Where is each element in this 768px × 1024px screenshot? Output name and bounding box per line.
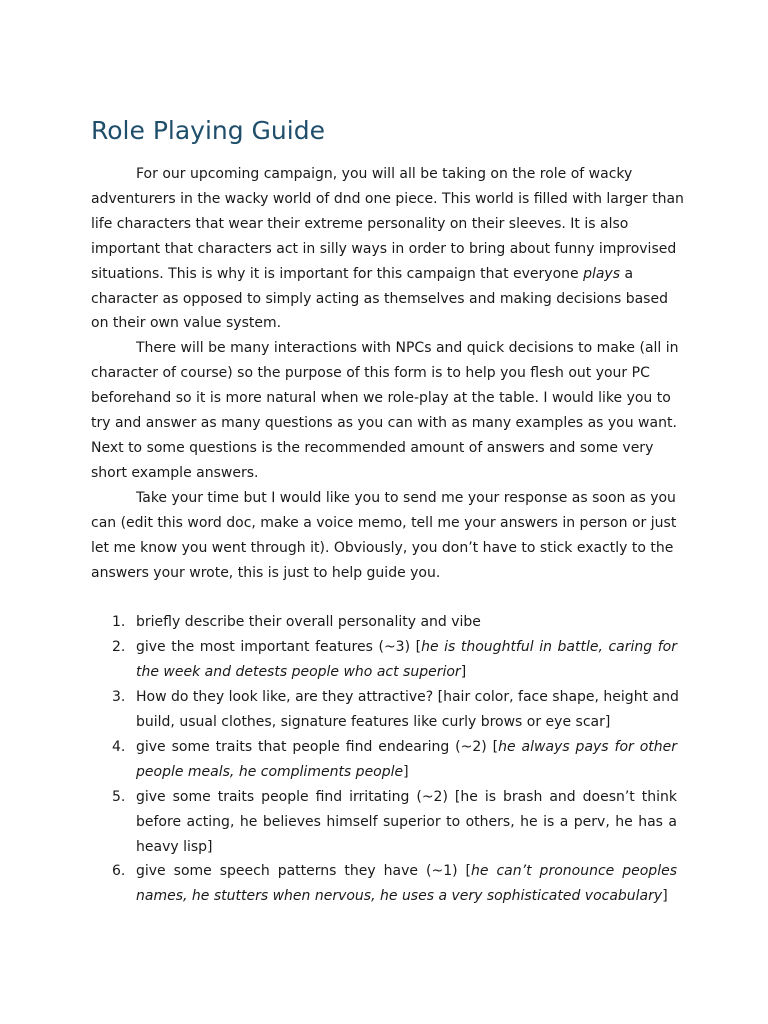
text-line: life characters that wear their extreme personality on their sleeves. It is also bbox=[91, 215, 629, 232]
list-line: heavy lisp] bbox=[136, 838, 213, 855]
list-number: 1. bbox=[112, 614, 126, 631]
emphasis-text: the week and detests people who act superior bbox=[136, 664, 461, 681]
text-line: character of course) so the purpose of this form is to help you flesh out your PC bbox=[91, 365, 650, 382]
text-line: can (edit this word doc, make a voice memo, tell me your answers in person or just bbox=[91, 514, 677, 531]
text-line: Next to some questions is the recommended amount of answers and some very bbox=[91, 439, 654, 456]
list-line: give some traits people find irritating (~2) [he is brash and doesn’t think bbox=[136, 788, 677, 805]
list-line bbox=[136, 859, 677, 884]
list-item bbox=[91, 859, 677, 909]
text-run: ] bbox=[662, 888, 668, 905]
list-number: 4. bbox=[112, 738, 126, 755]
text-line: try and answer as many questions as you can with as many examples as you want. bbox=[91, 415, 677, 432]
text-line: Take your time but I would like you to send me your response as soon as you bbox=[136, 489, 676, 506]
text-run: give some speech patterns they have (~1) [ bbox=[136, 863, 472, 880]
text-line: adventurers in the wacky world of dnd one piece. This world is filled with larger than bbox=[91, 190, 684, 207]
text-line: on their own value system. bbox=[91, 315, 282, 332]
list-item bbox=[91, 610, 677, 635]
paragraph-purpose bbox=[91, 336, 677, 485]
text-line: answers your wrote, this is just to help guide you. bbox=[91, 564, 441, 581]
emphasis-text: he always pays for other bbox=[498, 738, 677, 755]
text-run: give the most important features (~3) [ bbox=[136, 639, 422, 656]
list-line: before acting, he believes himself superior to others, he is a perv, he has a bbox=[136, 813, 677, 830]
text-line: let me know you went through it). Obviously, you don’t have to stick exactly to the bbox=[91, 539, 674, 556]
page-title: Role Playing Guide bbox=[91, 116, 325, 145]
list-number: 5. bbox=[112, 788, 126, 805]
emphasis-text: people meals, he compliments people bbox=[136, 763, 404, 780]
text-run: ] bbox=[460, 664, 467, 681]
text-line: character as opposed to simply acting as themselves and making decisions based bbox=[91, 290, 668, 307]
emphasis-text: plays bbox=[583, 265, 621, 282]
text-line: important that characters act in silly ways in order to bring about funny improvised bbox=[91, 240, 677, 257]
list-number: 3. bbox=[112, 689, 126, 706]
list-line bbox=[136, 660, 677, 685]
spacer bbox=[91, 585, 677, 610]
text-run: a bbox=[620, 265, 634, 282]
list-line bbox=[136, 884, 677, 909]
text-run: situations. This is why it is important for this campaign that everyone bbox=[91, 265, 584, 282]
list-line bbox=[136, 735, 677, 760]
list-number: 6. bbox=[112, 863, 126, 880]
emphasis-text: he can’t pronounce peoples bbox=[471, 863, 677, 880]
list-line: build, usual clothes, signature features like curly brows or eye scar] bbox=[136, 714, 611, 731]
list-number: 2. bbox=[112, 639, 126, 656]
paragraph-response bbox=[91, 486, 677, 586]
list-line: briefly describe their overall personality and vibe bbox=[136, 614, 481, 631]
paragraph-intro bbox=[91, 162, 684, 336]
list-item bbox=[91, 685, 677, 735]
emphasis-text: names, he stutters when nervous, he uses a very sophisticated vocabulary bbox=[136, 888, 663, 905]
text-line: There will be many interactions with NPCs and quick decisions to make (all in bbox=[136, 340, 679, 357]
list-item bbox=[91, 785, 677, 860]
list-item bbox=[91, 635, 677, 685]
list-line: How do they look like, are they attractive? [hair color, face shape, height and bbox=[136, 689, 679, 706]
list-line bbox=[136, 635, 677, 660]
text-line: For our upcoming campaign, you will all be taking on the role of wacky bbox=[136, 166, 633, 182]
text-line bbox=[91, 262, 677, 287]
text-run: ] bbox=[403, 763, 409, 780]
emphasis-text: he is thoughtful in battle, caring for bbox=[421, 639, 677, 656]
text-line: beforehand so it is more natural when we role-play at the table. I would like you to bbox=[91, 390, 671, 407]
list-line bbox=[136, 760, 677, 785]
question-list bbox=[91, 610, 677, 909]
text-line: short example answers. bbox=[91, 464, 259, 481]
text-run: give some traits that people find endearing (~2) [ bbox=[136, 738, 499, 755]
list-item bbox=[91, 735, 677, 785]
